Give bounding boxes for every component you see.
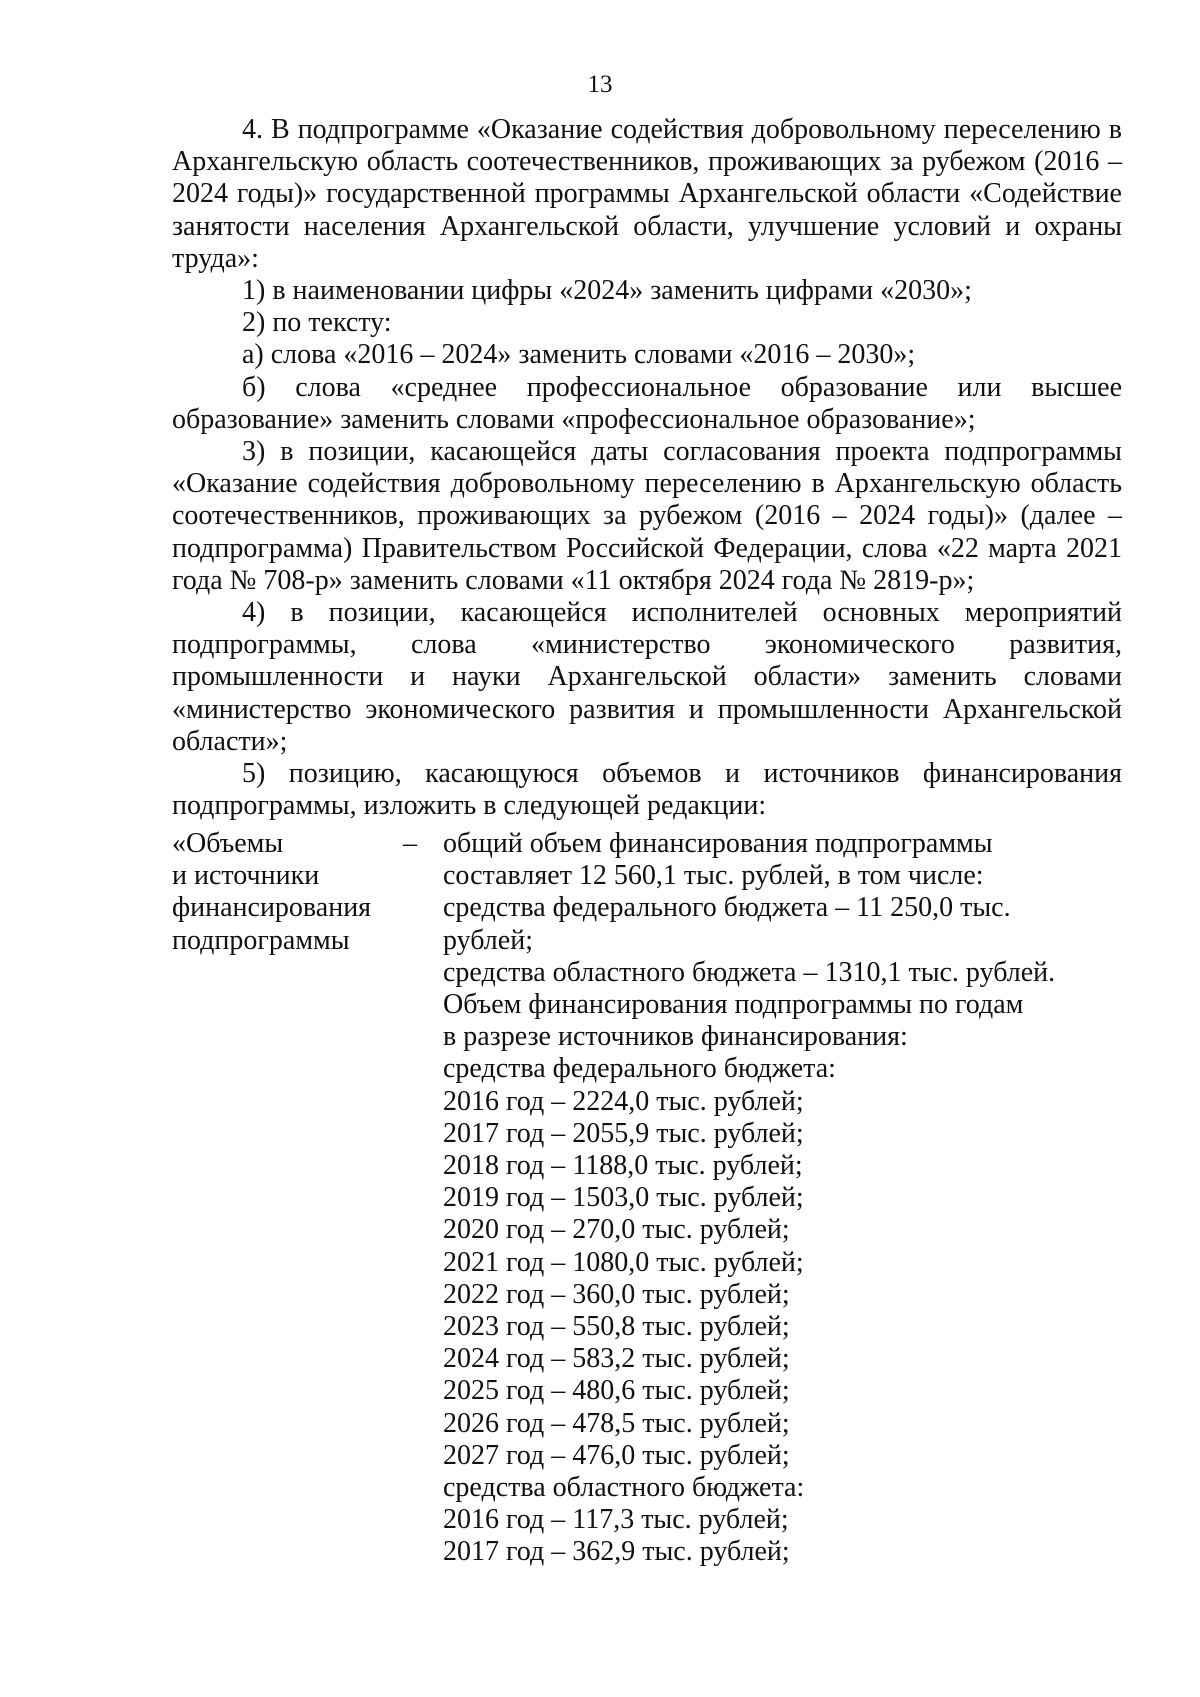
paragraph-subitem-2b: б) слова «среднее профессиональное образование или высшее образование» заменить словами «профессиональное образование»; xyxy=(172,371,1122,435)
financing-line: 2025 год – 480,6 тыс. рублей; xyxy=(443,1375,790,1407)
financing-line: 2019 год – 1503,0 тыс. рублей; xyxy=(443,1182,804,1214)
paragraph-subitem-1: 1) в наименовании цифры «2024» заменить цифрами «2030»; xyxy=(242,275,972,307)
financing-label-line: и источники xyxy=(172,860,320,892)
financing-line: средства федерального бюджета: xyxy=(443,1053,836,1085)
paragraph-subitem-2a: а) слова «2016 – 2024» заменить словами «2016 – 2030»; xyxy=(242,339,916,371)
financing-line: составляет 12 560,1 тыс. рублей, в том числе: xyxy=(443,860,984,892)
financing-dash: – xyxy=(403,828,417,859)
financing-line: 2016 год – 2224,0 тыс. рублей; xyxy=(443,1085,804,1117)
financing-label-line: финансирования xyxy=(172,892,372,924)
paragraph-subitem-4: 4) в позиции, касающейся исполнителей основных мероприятий подпрограммы, слова «министерство экономического развития, промышленности и науки Архангельской области» заменить словами «министерство экономического развития и промышленности Архангельской области»; xyxy=(172,597,1122,757)
financing-line: 2020 год – 270,0 тыс. рублей; xyxy=(443,1214,790,1246)
financing-content xyxy=(443,828,1123,1569)
financing-label-line: подпрограммы xyxy=(172,924,350,956)
financing-line: рублей; xyxy=(443,924,533,956)
financing-line: 2017 год – 2055,9 тыс. рублей; xyxy=(443,1117,804,1149)
paragraph-subitem-3: 3) в позиции, касающейся даты согласования проекта подпрограммы «Оказание содействия добровольному переселению в Архангельскую область соотечественников, проживающих за рубежом (2016 – 2024 годы)» (далее – подпрограмма) Правительством Российской Федерации, слова «22 марта 2021 года № 708-р» заменить словами «11 октября 2024 года № 2819-р»; xyxy=(172,436,1122,596)
paragraph-item-4-intro: 4. В подпрограмме «Оказание содействия добровольному переселению в Архангельскую область соотечественников, проживающих за рубежом (2016 – 2024 годы)» государственной программы Архангельской области «Содействие занятости населения Архангельской области, улучшение условий и охраны труда»: xyxy=(172,114,1122,274)
paragraph-subitem-2: 2) по тексту: xyxy=(242,307,392,339)
financing-label-line: «Объемы xyxy=(172,828,284,859)
financing-line: 2016 год – 117,3 тыс. рублей; xyxy=(443,1504,789,1536)
financing-line: средства областного бюджета: xyxy=(443,1472,805,1504)
financing-line: 2026 год – 478,5 тыс. рублей; xyxy=(443,1407,790,1439)
financing-line: 2027 год – 476,0 тыс. рублей; xyxy=(443,1439,790,1471)
financing-line: средства федерального бюджета – 11 250,0 тыс. xyxy=(443,892,1011,924)
financing-line: Объем финансирования подпрограммы по годам xyxy=(443,989,1024,1021)
financing-line: общий объем финансирования подпрограммы xyxy=(443,828,993,859)
financing-line: 2017 год – 362,9 тыс. рублей; xyxy=(443,1536,790,1568)
financing-line: 2024 год – 583,2 тыс. рублей; xyxy=(443,1343,790,1375)
paragraph-subitem-5: 5) позицию, касающуюся объемов и источников финансирования подпрограммы, изложить в следующей редакции: xyxy=(172,758,1122,822)
page-number: 13 xyxy=(587,71,613,98)
financing-line: 2021 год – 1080,0 тыс. рублей; xyxy=(443,1246,804,1278)
document-body xyxy=(172,114,1122,822)
financing-line: в разрезе источников финансирования: xyxy=(443,1021,908,1053)
financing-line: 2022 год – 360,0 тыс. рублей; xyxy=(443,1278,790,1310)
financing-line: средства областного бюджета – 1310,1 тыс. рублей. xyxy=(443,956,1056,988)
financing-line: 2018 год – 1188,0 тыс. рублей; xyxy=(443,1150,803,1182)
financing-label xyxy=(172,828,382,957)
financing-line: 2023 год – 550,8 тыс. рублей; xyxy=(443,1311,790,1343)
